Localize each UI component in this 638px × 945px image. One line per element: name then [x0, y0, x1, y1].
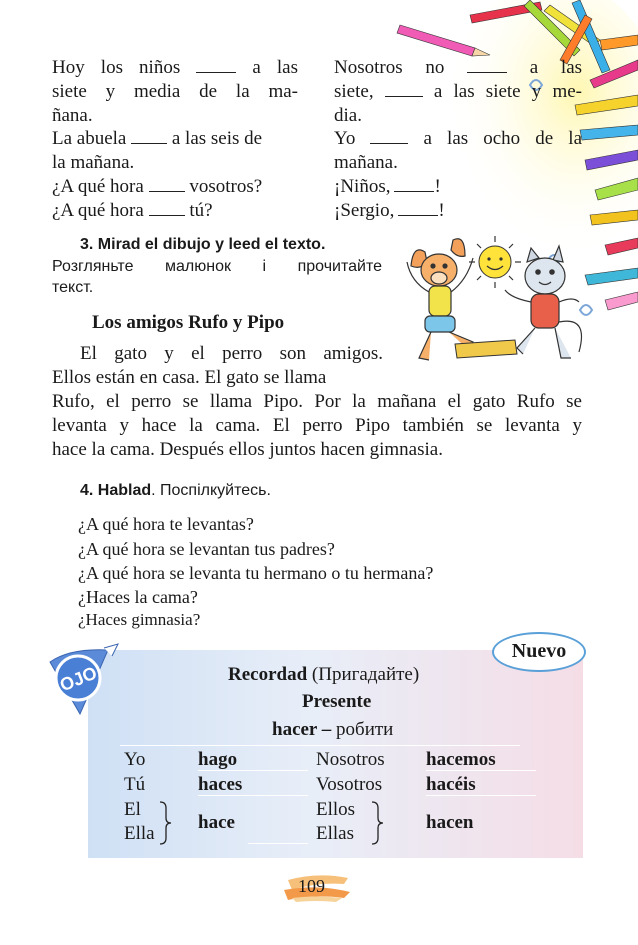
form-hago: hago	[198, 749, 238, 770]
question-4: ¿Haces la cama?	[78, 587, 198, 607]
answer-blank[interactable]	[196, 58, 236, 73]
ex2-right-line7	[334, 200, 445, 222]
pronoun-vosotros: Vosotros	[316, 774, 383, 795]
recordad-translation: (Пригадайте)	[311, 664, 420, 685]
question-2: ¿A qué hora se levantan tus padres?	[78, 539, 335, 559]
story-line2: Ellos están en casa. El gato se llama	[52, 367, 327, 388]
sun-icon	[469, 236, 521, 288]
text: ¿A qué hora	[52, 200, 144, 221]
ojo-badge-text: OJO	[57, 662, 100, 696]
form-haceis: hacéis	[426, 774, 476, 795]
nuevo-badge: Nuevo	[492, 632, 586, 672]
ex2-left-line1	[52, 57, 298, 79]
exercise3-heading: 3. Mirad el dibujo y leed el texto.	[80, 236, 326, 253]
ex2-right-line4	[334, 128, 582, 150]
text: siete,	[334, 81, 374, 102]
text: ¡Sergio,	[334, 200, 395, 221]
answer-blank[interactable]	[467, 58, 507, 73]
text: a las ocho de la	[423, 128, 582, 149]
pronoun-ellos: Ellos	[316, 799, 356, 820]
ex2-left-line2: siete y media de la ma-	[52, 81, 298, 102]
text: a las	[252, 57, 298, 78]
answer-blank[interactable]	[370, 129, 408, 144]
text: ¡Niños,	[334, 176, 391, 197]
answer-blank[interactable]	[149, 201, 185, 216]
form-haces: haces	[198, 774, 243, 795]
exercise4-heading	[80, 482, 271, 500]
divider	[248, 843, 308, 844]
brace-icon	[158, 800, 172, 846]
ex2-right-line5: mañana.	[334, 152, 398, 173]
text: Yo	[334, 128, 356, 149]
text: a las seis de	[171, 128, 263, 149]
question-1: ¿A qué hora te levantas?	[78, 514, 254, 534]
exercise3-translation-line1: Розгляньте малюнок і прочитайте	[52, 258, 382, 275]
text: !	[438, 200, 445, 221]
recordad: Recordad	[228, 664, 308, 685]
pronoun-el: El	[124, 799, 141, 820]
page-number: 109	[298, 876, 325, 896]
story-line1: El gato y el perro son amigos.	[80, 343, 383, 364]
text: vosotros?	[189, 176, 263, 197]
brace-icon	[370, 800, 384, 846]
answer-blank[interactable]	[149, 177, 185, 192]
heading-rest: . Поспілкуйтесь.	[151, 482, 271, 499]
ex2-right-line3: dia.	[334, 105, 362, 126]
answer-blank[interactable]	[385, 82, 423, 97]
verb-line	[272, 719, 393, 741]
answer-blank[interactable]	[398, 201, 438, 216]
text: a las	[529, 57, 583, 78]
verb-translation: робити	[336, 719, 394, 740]
ex2-right-line1	[334, 57, 582, 79]
form-hace: hace	[198, 812, 235, 833]
ex2-left-line6	[52, 176, 262, 198]
ex2-left-line4	[52, 128, 262, 150]
pronoun-tu: Tú	[124, 774, 146, 795]
recordad-line	[228, 664, 419, 686]
tense-title: Presente	[302, 691, 372, 712]
ex2-left-line3: ñana.	[52, 105, 93, 126]
ex2-left-line7	[52, 200, 213, 222]
answer-blank[interactable]	[131, 129, 167, 144]
heading-bold: 4. Hablad	[80, 482, 152, 499]
text: !	[434, 176, 441, 197]
text: La abuela	[52, 128, 127, 149]
text: a las siete y me-	[433, 81, 582, 102]
ojo-badge-icon	[46, 640, 124, 718]
story-line4: levanta y hace la cama. El perro Pipo también se levanta y	[52, 415, 582, 436]
text: Hoy los niños	[52, 57, 181, 78]
divider	[120, 745, 520, 746]
ex2-right-line2	[334, 81, 582, 103]
text: no	[425, 57, 445, 78]
question-5: ¿Haces gimnasia?	[78, 610, 201, 629]
form-hacen: hacen	[426, 812, 474, 833]
ex2-right-line6	[334, 176, 441, 198]
question-3: ¿A qué hora se levanta tu hermano o tu hermana?	[78, 563, 434, 583]
form-hacemos: hacemos	[426, 749, 496, 770]
ex2-left-line5: la mañana.	[52, 152, 135, 173]
pronoun-ellas: Ellas	[316, 823, 354, 844]
pronoun-ella: Ella	[124, 823, 155, 844]
story-line5: hace la cama. Después ellos juntos hacen gimnasia.	[52, 439, 443, 460]
text: ¿A qué hora	[52, 176, 144, 197]
answer-blank[interactable]	[394, 177, 434, 192]
verb: hacer –	[272, 719, 332, 740]
pronoun-yo: Yo	[124, 749, 146, 770]
story-title: Los amigos Rufo y Pipo	[92, 312, 285, 333]
story-line3: Rufo, el perro se llama Pipo. Por la mañana el gato Rufo se	[52, 391, 582, 412]
text: tú?	[189, 200, 213, 221]
pronoun-nosotros: Nosotros	[316, 749, 385, 770]
exercise3-translation-line2: текст.	[52, 279, 94, 296]
cat-and-dog-illustration	[395, 232, 590, 380]
text: Nosotros	[334, 57, 403, 78]
